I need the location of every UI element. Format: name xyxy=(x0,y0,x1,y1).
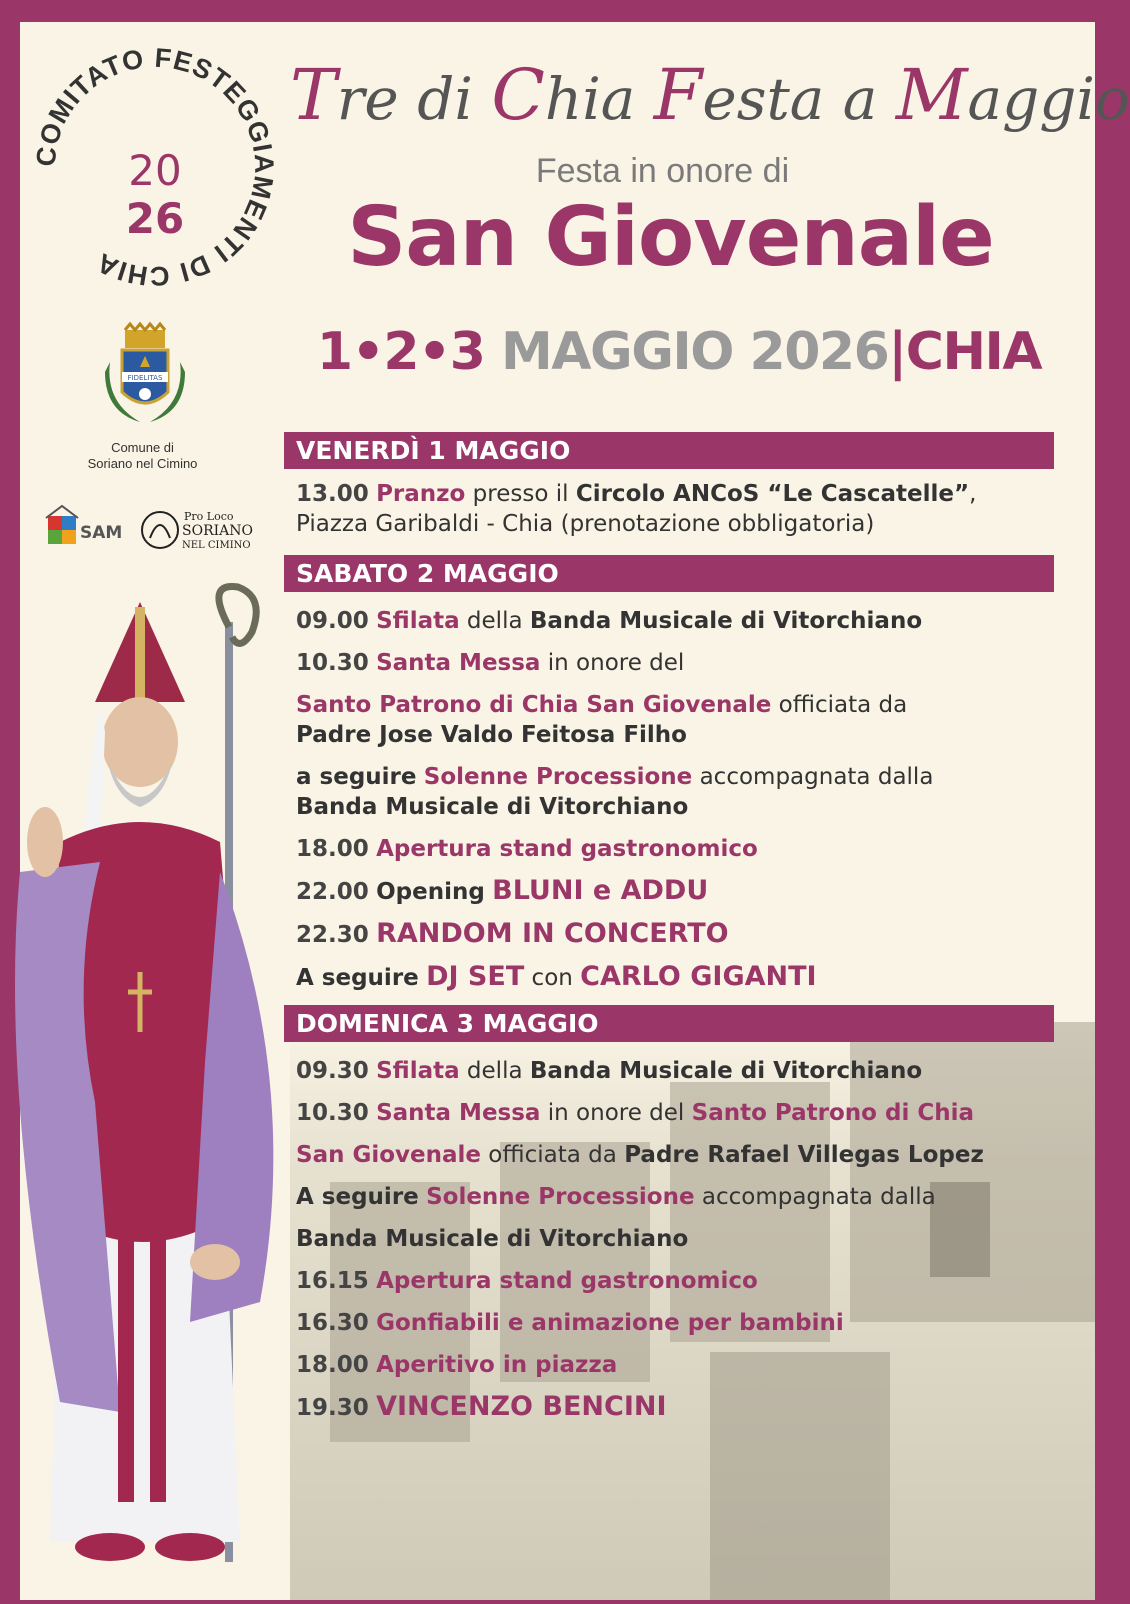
event-days: 1•2•3 xyxy=(316,322,485,382)
pro-loco-logo xyxy=(140,502,255,557)
schedule-entry: a seguire Solenne Processione accompagnata dalla xyxy=(296,764,934,790)
seal-year-bottom: 26 xyxy=(125,194,185,243)
schedule-entry: 16.30 Gonfiabili e animazione per bambini xyxy=(296,1310,844,1336)
schedule-entry: 19.30 VINCENZO BENCINI xyxy=(296,1391,667,1422)
schedule-entry: Banda Musicale di Vitorchiano xyxy=(296,1226,689,1252)
schedule-entry: 10.30 Santa Messa in onore del xyxy=(296,650,685,676)
schedule-entry: A seguire Solenne Processione accompagnata dalla xyxy=(296,1184,936,1210)
svg-text:Pro Loco: Pro Loco xyxy=(184,510,234,523)
schedule-entry: San Giovenale officiata da Padre Rafael Villegas Lopez xyxy=(296,1142,984,1168)
day-header-friday: VENERDÌ 1 MAGGIO xyxy=(284,432,1054,469)
main-title: San Giovenale xyxy=(347,190,994,285)
schedule-entry: Padre Jose Valdo Feitosa Filho xyxy=(296,722,687,748)
coat-of-arms-icon xyxy=(100,322,190,427)
schedule-entry: 09.00 Sfilata della Banda Musicale di Vitorchiano xyxy=(296,608,923,634)
schedule-entry: 22.30 RANDOM IN CONCERTO xyxy=(296,918,729,949)
event-place: CHIA xyxy=(905,322,1042,382)
schedule-entry: 22.00 Opening BLUNI e ADDU xyxy=(296,875,709,906)
script-title: Tre di Chia Festa a Maggio xyxy=(290,54,1130,136)
sam-logo xyxy=(44,504,123,556)
event-month-year: MAGGIO 2026 xyxy=(501,322,889,382)
day-header-saturday: SABATO 2 MAGGIO xyxy=(284,555,1054,592)
seal-ring-text: COMITATO FESTEGGIAMENTI DI CHIA xyxy=(30,42,280,292)
day-header-sunday: DOMENICA 3 MAGGIO xyxy=(284,1005,1054,1042)
saint-statue-image xyxy=(0,582,300,1600)
schedule-entry: 13.00 Pranzo presso il Circolo ANCoS “Le Cascatelle”, xyxy=(296,481,977,507)
seal-year-top: 20 xyxy=(128,146,182,195)
schedule-entry: Piazza Garibaldi - Chia (prenotazione obbligatoria) xyxy=(296,511,875,537)
schedule-entry: 16.15 Apertura stand gastronomico xyxy=(296,1268,758,1294)
svg-text:SORIANO: SORIANO xyxy=(182,523,253,539)
schedule-entry: Banda Musicale di Vitorchiano xyxy=(296,794,689,820)
date-line: 1•2•3 MAGGIO 2026|CHIA xyxy=(316,322,1042,382)
comune-label: Comune di Soriano nel Cimino xyxy=(87,440,198,471)
schedule xyxy=(284,432,1054,1423)
svg-text:NEL CIMINO: NEL CIMINO xyxy=(182,540,251,551)
comitato-seal xyxy=(30,42,280,292)
schedule-entry: Santo Patrono di Chia San Giovenale officiata da xyxy=(296,692,908,718)
schedule-entry: 18.00 Apertura stand gastronomico xyxy=(296,836,758,862)
subtitle: Festa in onore di xyxy=(535,152,790,190)
schedule-entry: 18.00 Aperitivo in piazza xyxy=(296,1352,618,1378)
schedule-entry: A seguire DJ SET con CARLO GIGANTI xyxy=(296,961,817,992)
svg-text:SAM: SAM xyxy=(80,523,123,543)
poster xyxy=(20,22,1130,1600)
schedule-entry: 09.30 Sfilata della Banda Musicale di Vitorchiano xyxy=(296,1058,923,1084)
schedule-entry: 10.30 Santa Messa in onore del Santo Patrono di Chia xyxy=(296,1100,974,1126)
svg-text:FIDELITAS: FIDELITAS xyxy=(127,374,163,382)
